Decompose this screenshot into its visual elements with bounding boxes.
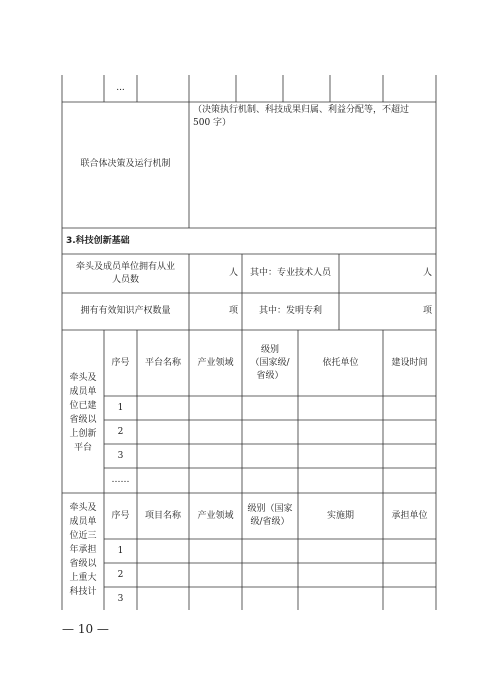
- project-side-line7: 科技计: [69, 587, 97, 597]
- project-side-line4: 年承担: [69, 545, 97, 555]
- project-header-org: 承担单位: [391, 511, 428, 521]
- project-side-line6: 上重大: [69, 573, 97, 583]
- ip-patent-label: 其中：发明专利: [258, 306, 322, 316]
- mechanism-hint-line1: （决策执行机制、科技成果归属、利益分配等，不超过: [193, 105, 410, 115]
- mechanism-hint-line2: 500 字）: [193, 118, 232, 128]
- platform-side-line5: 上创新: [69, 429, 97, 439]
- platform-header-field: 产业领域: [197, 358, 234, 368]
- project-header-seq: 序号: [111, 511, 130, 521]
- section-title: 3.科技创新基础: [66, 236, 130, 246]
- project-row-1: 1: [117, 546, 124, 556]
- platform-header-seq: 序号: [111, 358, 130, 368]
- project-header-level-1: 级别（国家: [247, 504, 293, 514]
- project-side-line1: 牵头及: [69, 503, 97, 513]
- staff-tech-label: 其中：专业技术人员: [249, 268, 331, 278]
- staff-label-line1: 牵头及成员单位拥有从业: [75, 262, 175, 272]
- project-header-name: 项目名称: [144, 511, 181, 521]
- platform-row-1: 1: [117, 403, 124, 413]
- ip-label: 拥有有效知识产权数量: [80, 306, 171, 316]
- platform-header-unit: 依托单位: [322, 358, 359, 368]
- staff-label-line2: 人员数: [111, 275, 139, 285]
- platform-side-line3: 位已建: [69, 401, 97, 411]
- project-side-line5: 省级以: [69, 559, 97, 569]
- platform-side-line6: 平台: [73, 443, 92, 453]
- platform-side-line1: 牵头及: [69, 373, 97, 383]
- platform-header-time: 建设时间: [391, 358, 428, 368]
- mechanism-label: 联合体决策及运行机制: [80, 159, 171, 169]
- platform-header-level-2: （国家级/: [250, 358, 290, 368]
- project-header-period: 实施期: [326, 511, 354, 521]
- platform-side-line4: 省级以: [69, 415, 97, 425]
- page-number: — 10 —: [62, 622, 109, 636]
- project-side-line3: 位近三: [69, 531, 97, 541]
- staff-unit: 人: [228, 268, 238, 278]
- top-row-ellipsis: ...: [116, 83, 125, 93]
- platform-header-level-1: 级别: [260, 345, 279, 355]
- platform-header-level-3: 省级）: [256, 371, 284, 381]
- project-row-2: 2: [117, 570, 124, 580]
- ip-unit: 项: [228, 306, 238, 316]
- platform-side-line2: 成员单: [69, 387, 97, 397]
- platform-row-2: 2: [117, 427, 124, 437]
- project-side-line2: 成员单: [69, 517, 97, 527]
- staff-tech-unit: 人: [422, 268, 432, 278]
- platform-row-3: 3: [117, 451, 124, 461]
- project-header-field: 产业领域: [197, 511, 234, 521]
- platform-header-name: 平台名称: [144, 358, 181, 368]
- ip-patent-unit: 项: [422, 306, 432, 316]
- project-header-level-2: 级/省级）: [250, 517, 290, 527]
- platform-row-more: ……: [111, 475, 130, 485]
- project-row-3: 3: [117, 594, 124, 604]
